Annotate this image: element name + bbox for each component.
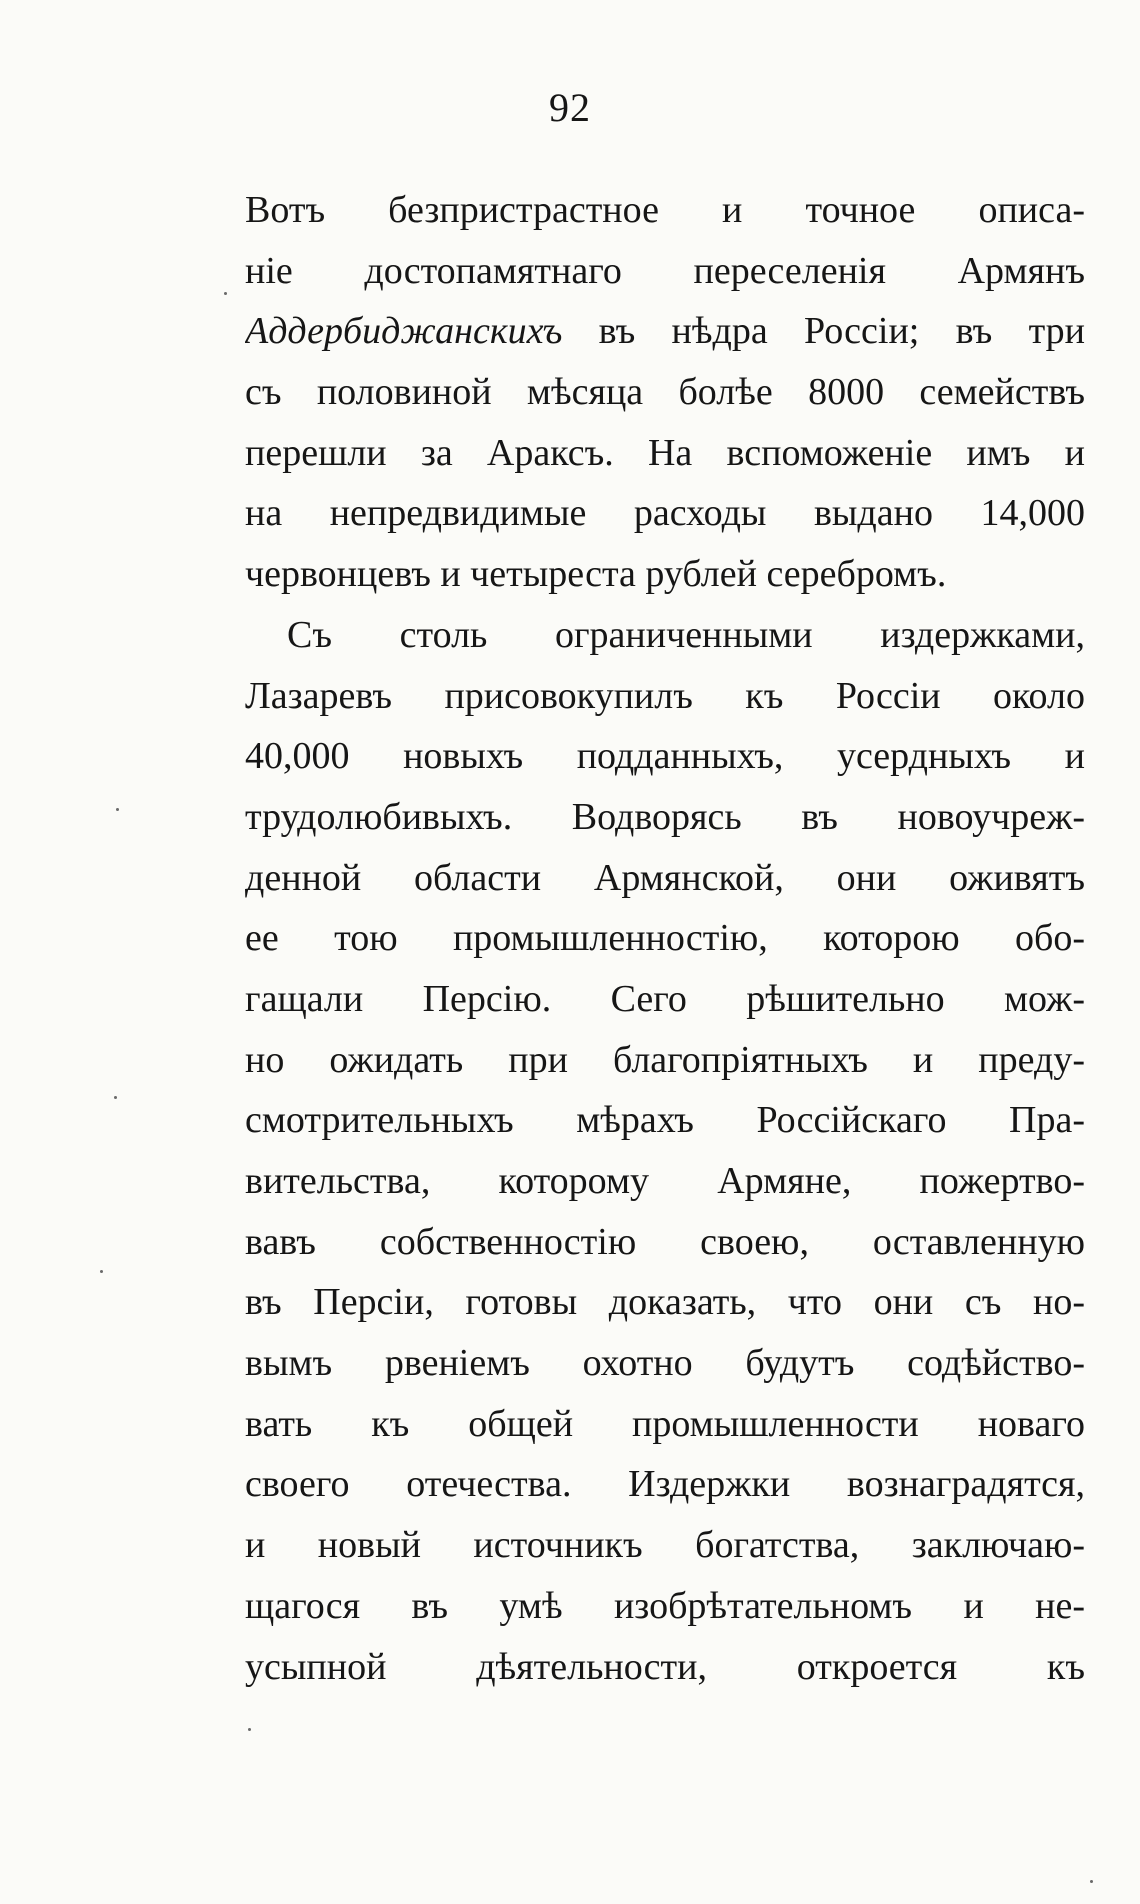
text-line: щагося въ умѣ изобрѣтательномъ и не- xyxy=(245,1584,1085,1627)
text-line: гащали Персію. Сего рѣшительно мож- xyxy=(245,977,1085,1020)
text-line: съ половиной мѣсяца болѣе 8000 семействъ xyxy=(245,371,1085,414)
text-line: въ Персіи, готовы доказать, что они съ но- xyxy=(245,1281,1085,1324)
text-line-rest: въ нѣдра Россіи; въ три xyxy=(562,310,1085,353)
scan-speck xyxy=(114,1096,117,1099)
text-line: трудолюбивыхъ. Водворясь въ новоучреж- xyxy=(245,795,1085,838)
text-line: смотрительныхъ мѣрахъ Россійскаго Пра- xyxy=(245,1099,1085,1142)
text-line: Вотъ безпристрастное и точное описа- xyxy=(245,189,1085,231)
body-text xyxy=(245,180,1085,1697)
text-line: 40,000 новыхъ подданныхъ, усердныхъ и xyxy=(245,735,1085,778)
text-line xyxy=(245,301,1085,362)
text-line: червонцевъ и четыреста рублей серебромъ. xyxy=(245,553,947,596)
text-line: но ожидать при благопріятныхъ и преду- xyxy=(245,1038,1085,1081)
text-line: вать къ общей промышленности новаго xyxy=(245,1402,1085,1445)
text-line: ее тою промышленностію, которою обо- xyxy=(245,917,1085,960)
italic-place-name: Аддербиджанскихъ xyxy=(245,310,563,353)
text-line: перешли за Араксъ. На вспоможеніе имъ и xyxy=(245,431,1085,474)
text-line: на непредвидимые расходы выдано 14,000 xyxy=(245,492,1085,535)
scan-speck xyxy=(224,292,227,295)
text-line: вавъ собственностію своею, оставленную xyxy=(245,1220,1085,1263)
page-number: 92 xyxy=(549,85,591,130)
scan-speck xyxy=(100,1270,103,1273)
scan-speck xyxy=(1090,1880,1093,1883)
text-line: Лазаревъ присовокупилъ къ Россіи около xyxy=(245,674,1085,717)
paragraph-start-line: Съ столь ограниченными издержками, xyxy=(287,613,1085,656)
text-line: денной области Армянской, они оживятъ xyxy=(245,856,1085,899)
scan-speck xyxy=(116,808,119,811)
text-line: усыпной дѣятельности, откроется къ xyxy=(245,1645,1085,1688)
text-line: вымъ рвеніемъ охотно будутъ содѣйство- xyxy=(245,1342,1085,1385)
text-line: и новый источникъ богатства, заключаю- xyxy=(245,1524,1085,1567)
text-line: вительства, которому Армяне, пожертво- xyxy=(245,1160,1085,1202)
text-line: своего отечества. Издержки вознаградятся, xyxy=(245,1463,1085,1506)
scan-speck xyxy=(248,1728,251,1731)
text-line: ніе достопамятнаго переселенія Армянъ xyxy=(245,249,1085,292)
